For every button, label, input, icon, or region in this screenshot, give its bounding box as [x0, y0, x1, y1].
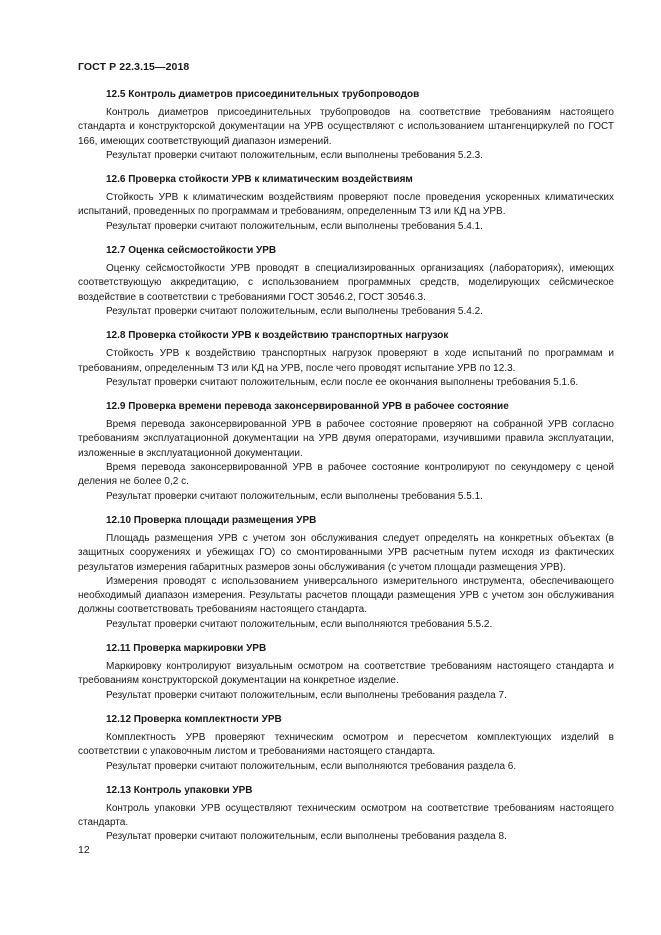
paragraph: Результат проверки считают положительным, если выполнены требования 5.2.3. — [106, 149, 483, 161]
paragraph: Время перевода законсервированной УРВ в рабочее состояние проверяют на собранной УРВ согласно требованиям эксплуатационной документации на УРВ двумя операторами, изучившими правила эксплуатации, изложенные в эксплуатационной документации. — [78, 419, 614, 459]
section-12-13 — [78, 784, 614, 845]
section-heading: 12.6 Проверка стойкости УРВ к климатическим воздействиям — [106, 174, 413, 186]
section-heading: 12.9 Проверка времени перевода законсервированной УРВ в рабочее состояние — [106, 401, 509, 413]
section-heading: 12.8 Проверка стойкости УРВ к воздействию транспортных нагрузок — [106, 330, 449, 342]
section-heading: 12.13 Контроль упаковки УРВ — [106, 784, 253, 796]
section-heading: 12.12 Проверка комплектности УРВ — [106, 713, 282, 725]
section-12-12 — [78, 713, 614, 774]
paragraph: Площадь размещения УРВ с учетом зон обслуживания следует определять на конкретных объектах (в защитных сооружениях и убежищах ГО) со смонтированными УРВ расчетным путем исходя из фактических результатов измерения габаритных размеров зоны обслуживания (с учетом площади размещения УРВ). — [78, 532, 614, 573]
section-12-5 — [78, 88, 614, 163]
section-heading: 12.5 Контроль диаметров присоединительных трубопроводов — [106, 89, 420, 100]
section-12-8 — [78, 329, 614, 390]
section-12-9 — [78, 400, 614, 504]
paragraph: Результат проверки считают положительным, если выполнены требования 5.4.1. — [106, 220, 483, 232]
paragraph: Результат проверки считают положительным, если выполнены требования 5.4.2. — [106, 305, 483, 317]
section-heading: 12.11 Проверка маркировки УРВ — [106, 643, 267, 655]
page-number: 12 — [78, 844, 90, 856]
paragraph: Результат проверки считают положительным, если после ее окончания выполнены требования 5.1.6. — [106, 376, 579, 388]
section-12-11 — [78, 642, 614, 703]
paragraph: Контроль диаметров присоединительных трубопроводов на соответствие требованиям настоящего стандарта и конструкторской документации на УРВ осуществляют с использованием штангенциркулей по ГОСТ 166, имеющих соответствующий диапазон измерений. — [78, 107, 614, 147]
document-body — [78, 88, 614, 855]
paragraph: Контроль упаковки УРВ осуществляют техническим осмотром на соответствие требованиям настоящего стандарта. — [78, 802, 614, 829]
paragraph: Маркировку контролируют визуальным осмотром на соответствие требованиям настоящего стандарта и требованиям конструкторской документации на конкретное изделие. — [78, 661, 614, 687]
document-header: ГОСТ Р 22.3.15—2018 — [78, 61, 190, 73]
paragraph: Комплектность УРВ проверяют техническим осмотром и пересчетом комплектующих изделий в соответствии с упаковочным листом и требованиями настоящего стандарта. — [78, 731, 614, 758]
section-heading: 12.10 Проверка площади размещения УРВ — [106, 514, 317, 526]
paragraph: Результат проверки считают положительным, если выполняются требования 5.5.2. — [106, 618, 493, 630]
paragraph: Стойкость УРВ к климатическим воздействиям проверяют после проведения ускоренных климатических испытаний, проведенных по программам и требованиям, определенным ТЗ или КД на УРВ. — [78, 192, 614, 218]
paragraph: Результат проверки считают положительным, если выполнены требования 5.5.1. — [106, 490, 483, 502]
paragraph: Оценку сейсмостойкости УРВ проводят в специализированных организациях (лабораториях), имеющих соответствующую аккредитацию, с использованием программных средств, моделирующих сейсмическое воздействие в соответствии с требованиями ГОСТ 30546.2, ГОСТ 30546.3. — [78, 263, 614, 303]
paragraph: Измерения проводят с использованием универсального измерительного инструмента, обеспечивающего необходимый диапазон измерения. Результаты расчетов площади размещения УРВ с учетом зон обслуживания должны соответствовать требованиям настоящего стандарта. — [78, 575, 614, 616]
paragraph: Результат проверки считают положительным, если выполнены требования раздела 8. — [106, 831, 507, 843]
paragraph: Стойкость УРВ к воздействию транспортных нагрузок проверяют в ходе испытаний по программам и требованиям, определенным ТЗ или КД на УРВ, после чего проводят испытание УРВ по 12.3. — [78, 348, 614, 374]
paragraph: Результат проверки считают положительным, если выполнены требования раздела 7. — [106, 689, 507, 701]
paragraph: Результат проверки считают положительным, если выполняются требования раздела 6. — [106, 760, 517, 772]
section-12-6 — [78, 173, 614, 234]
section-12-10 — [78, 514, 614, 632]
section-heading: 12.7 Оценка сейсмостойкости УРВ — [106, 245, 277, 257]
section-12-7 — [78, 244, 614, 319]
paragraph: Время перевода законсервированной УРВ в рабочее состояние контролируют по секундомеру с ценой деления не более 0,2 с. — [78, 462, 614, 488]
